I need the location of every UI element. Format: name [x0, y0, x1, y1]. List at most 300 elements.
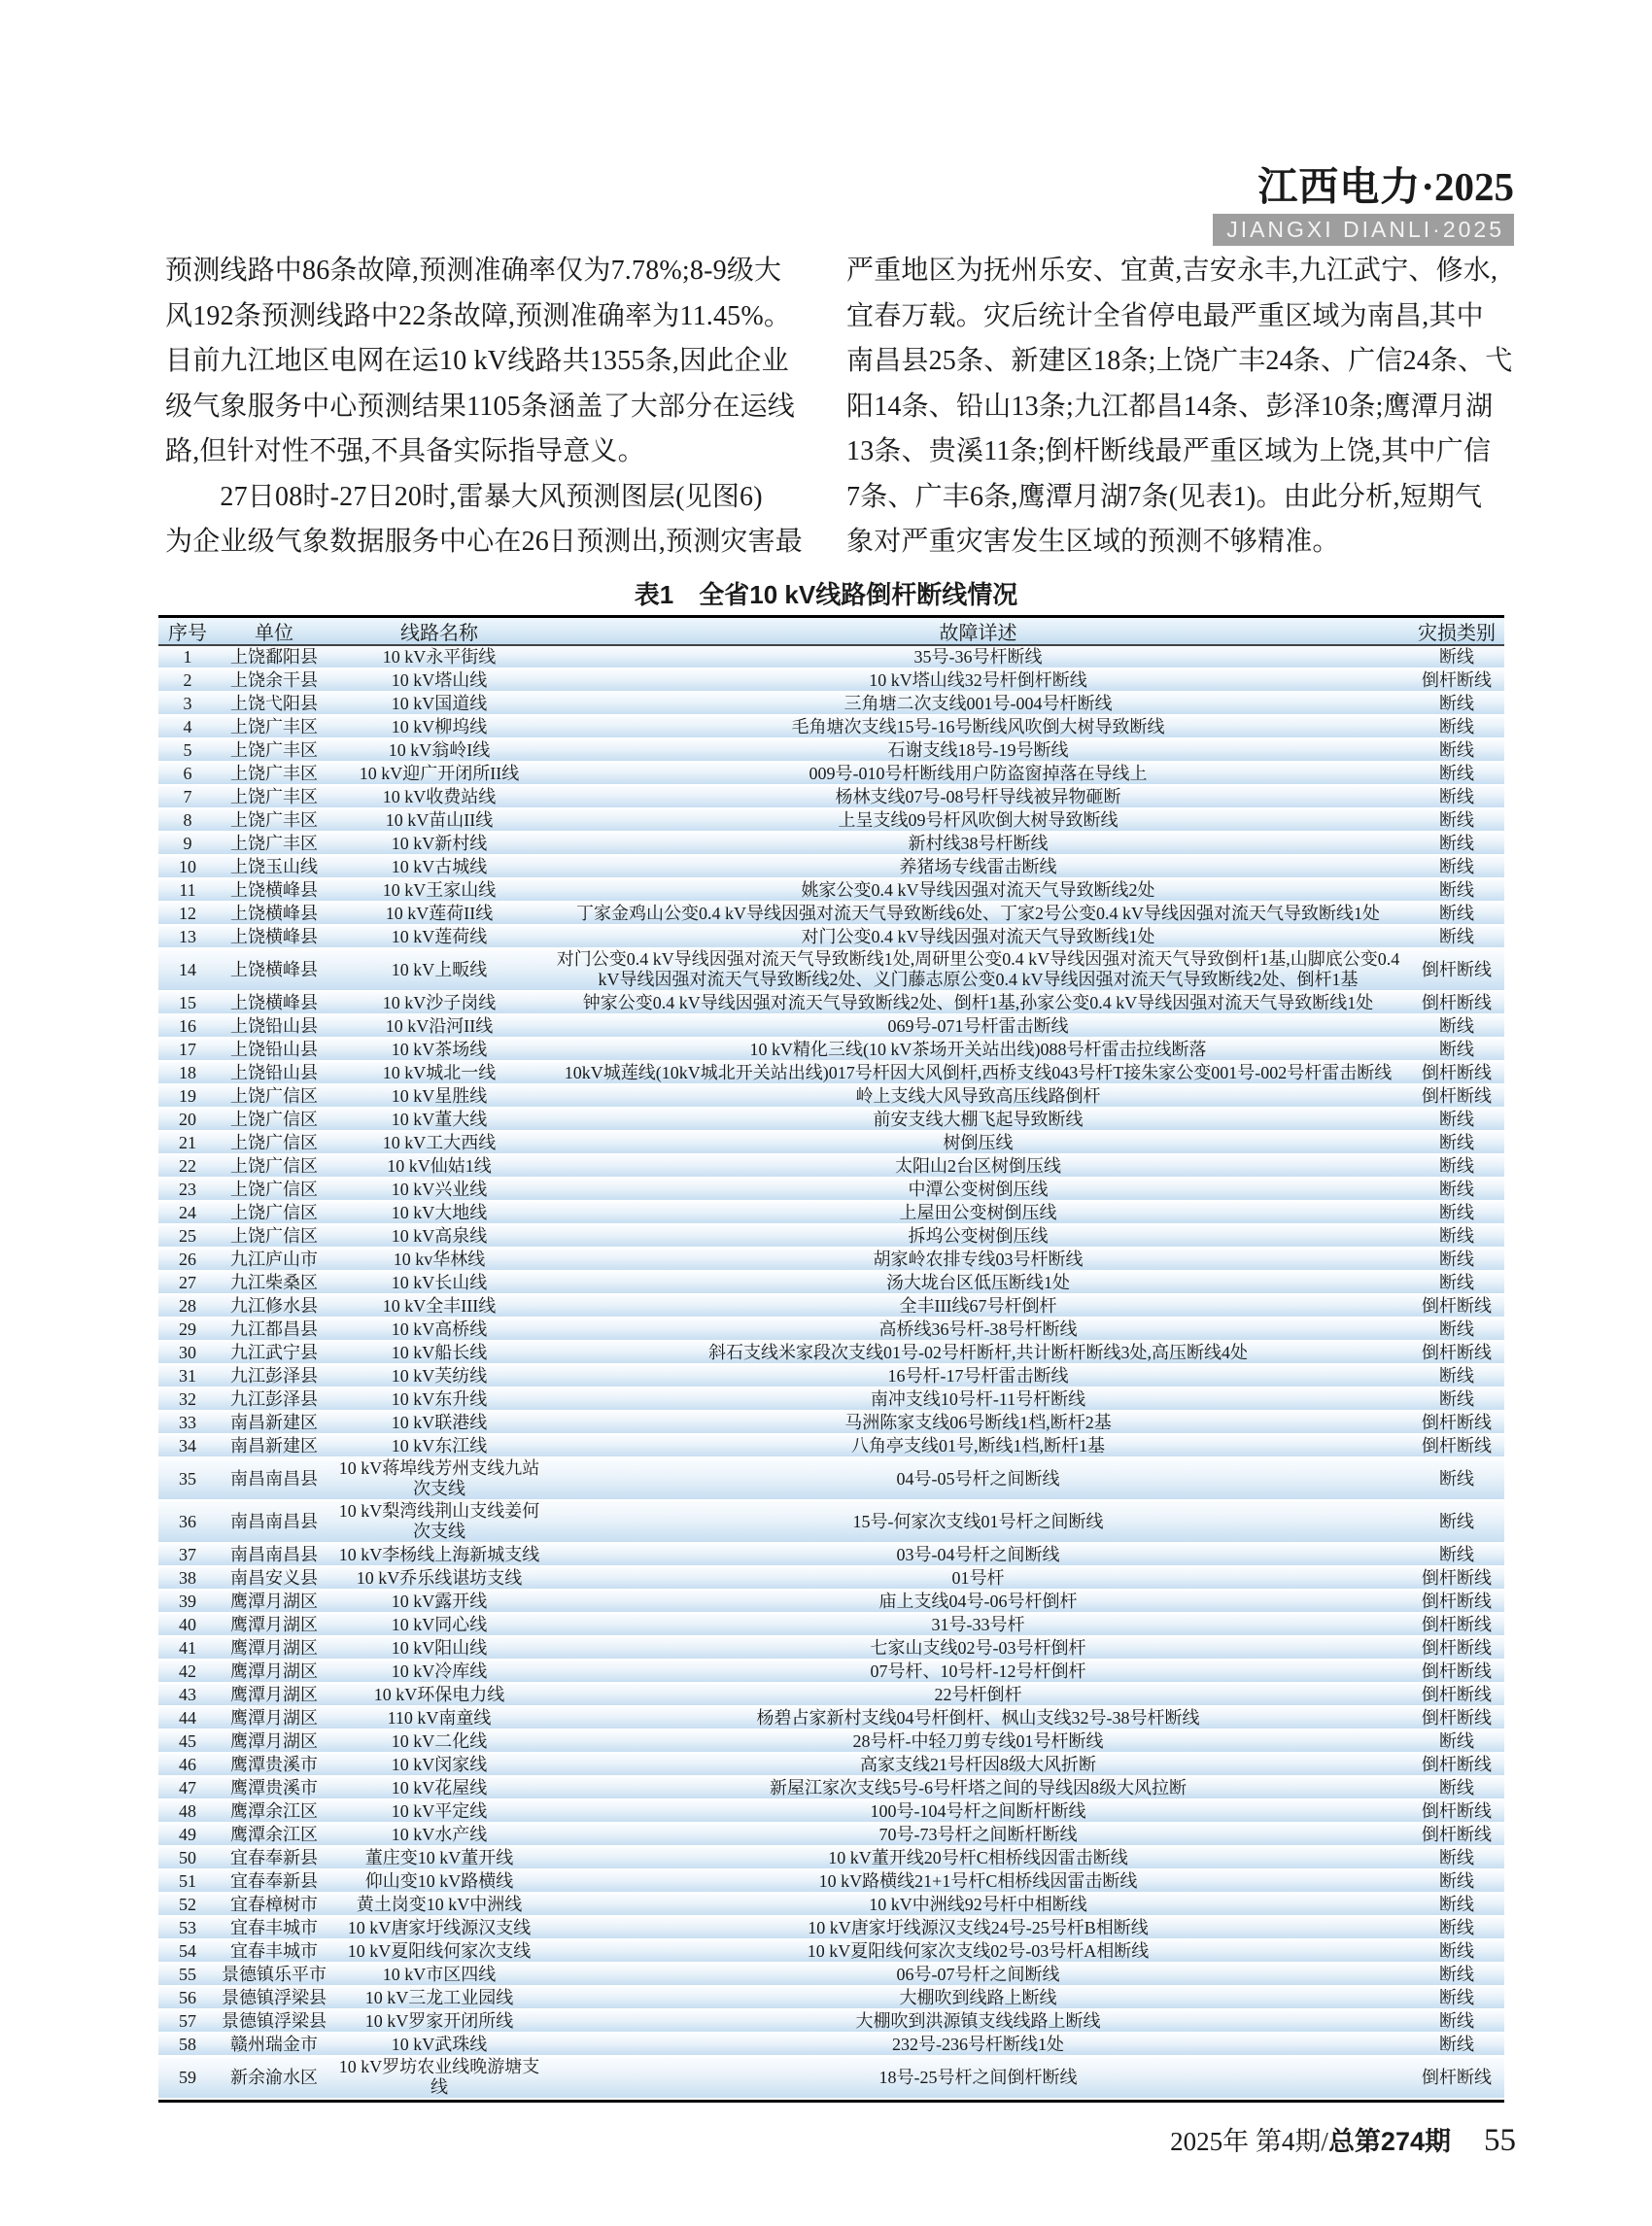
cell-unit: 上饶广信区 — [230, 1132, 318, 1152]
cell-damage-type: 断线 — [1439, 1917, 1474, 1937]
cell-seq: 58 — [179, 2034, 196, 2054]
cell-seq: 12 — [179, 903, 196, 923]
body-text-line-right-3: 南昌县25条、新建区18条;上饶广丰24条、广信24条、弋 — [846, 346, 1513, 376]
cell-damage-type: 倒杆断线 — [1422, 1754, 1492, 1774]
body-text-line-right-7: 象对严重灾害发生区域的预测不够精准。 — [846, 527, 1340, 557]
cell-damage-type: 断线 — [1439, 856, 1474, 876]
cell-seq: 8 — [183, 809, 192, 830]
journal-subtitle-bar: JIANGXI DIANLI·2025 — [1213, 214, 1514, 246]
table-body — [158, 646, 1504, 2100]
cell-unit: 上饶横峰县 — [230, 926, 318, 946]
cell-seq: 43 — [179, 1684, 196, 1704]
cell-unit: 九江柴桑区 — [230, 1272, 318, 1292]
col-header-damage-type: 灾损类别 — [1418, 623, 1496, 644]
cell-fault-detail: 丁家金鸡山公变0.4 kV导线因强对流天气导致断线6处、丁家2号公变0.4 kV导线因强对流天气导致断线1处 — [576, 903, 1380, 923]
table-row — [158, 716, 1504, 739]
cell-damage-type: 倒杆断线 — [1422, 1085, 1492, 1106]
page-footer — [1170, 2120, 1516, 2159]
cell-fault-detail: 太阳山2台区树倒压线 — [895, 1155, 1061, 1176]
table-row — [158, 2034, 1504, 2057]
cell-fault-detail: 杨林支线07号-08号杆导线被异物砸断 — [835, 786, 1121, 806]
cell-seq: 21 — [179, 1132, 196, 1152]
cell-damage-type: 断线 — [1439, 1511, 1474, 1531]
table-row — [158, 646, 1504, 669]
body-text-line-right-4: 阳14条、铅山13条;九江都昌14条、彭泽10条;鹰潭月湖 — [846, 391, 1494, 422]
table-row — [158, 1039, 1504, 1062]
cell-fault-detail: 10 kV董开线20号杆C相桥线因雷击断线 — [828, 1847, 1128, 1867]
cell-seq: 11 — [179, 879, 196, 900]
cell-fault-detail: 35号-36号杆断线 — [913, 646, 1043, 667]
cell-unit: 南昌南昌县 — [230, 1544, 318, 1564]
cell-fault-detail: 庙上支线04号-06号杆倒杆 — [878, 1591, 1078, 1611]
table-row — [158, 1637, 1504, 1661]
table-row — [158, 1917, 1504, 1940]
cell-fault-detail: 中潭公变树倒压线 — [908, 1179, 1049, 1199]
cell-fault-detail: 杨碧占家新村支线04号杆倒杆、枫山支线32号-38号杆断线 — [756, 1707, 1200, 1728]
cell-seq: 31 — [179, 1365, 196, 1386]
cell-line-name: 10 kV苗山II线 — [385, 809, 494, 830]
cell-line-name: 10 kV市区四线 — [382, 1964, 497, 1984]
cell-fault-detail: 汤大垅台区低压断线1处 — [886, 1272, 1070, 1292]
body-text-line-left-6: 27日08时-27日20时,雷暴大风预测图层(见图6) — [165, 481, 763, 512]
table-row — [158, 1109, 1504, 1132]
cell-line-name: 10 kV翁岭I线 — [388, 739, 491, 760]
cell-seq: 37 — [179, 1544, 196, 1564]
cell-seq: 51 — [179, 1870, 196, 1891]
body-text-line-right-6: 7条、广丰6条,鹰潭月湖7条(见表1)。由此分析,短期气 — [846, 481, 1483, 512]
table-row — [158, 1015, 1504, 1039]
table-row — [158, 856, 1504, 879]
cell-damage-type: 断线 — [1439, 693, 1474, 713]
cell-line-name: 10 kV城北一线 — [382, 1062, 497, 1082]
cell-seq: 16 — [179, 1015, 196, 1036]
cell-seq: 56 — [179, 1987, 196, 2007]
cell-damage-type: 倒杆断线 — [1422, 1661, 1492, 1681]
cell-seq: 33 — [179, 1412, 196, 1432]
cell-unit: 上饶铅山县 — [230, 1015, 318, 1036]
table-row — [158, 1614, 1504, 1637]
cell-seq: 9 — [183, 833, 192, 853]
cell-unit: 上饶横峰县 — [230, 879, 318, 900]
cell-damage-type: 倒杆断线 — [1422, 1412, 1492, 1432]
cell-line-name: 10 kV联港线 — [391, 1412, 488, 1432]
cell-line-name: 10 kV长山线 — [391, 1272, 488, 1292]
table-row — [158, 1661, 1504, 1684]
body-text-line-right-5: 13条、贵溪11条;倒杆断线最严重区域为上饶,其中广信 — [846, 436, 1492, 466]
cell-fault-detail: 钟家公变0.4 kV导线因强对流天气导致断线2处、倒杆1基,孙家公变0.4 kV导线因强对流天气导致断线1处 — [582, 992, 1374, 1012]
cell-seq: 6 — [183, 763, 192, 783]
cell-seq: 18 — [179, 1062, 196, 1082]
cell-fault-detail: 对门公变0.4 kV导线因强对流天气导致断线1处,周研里公变0.4 kV导线因强对流天气导致倒杆1基,山脚底公变0.4 kV导线因强对流天气导致断线2处、义门藤志原公变0.4 kV导线因强对流天气导致断线2处、倒杆1基 — [556, 949, 1400, 989]
cell-fault-detail: 对门公变0.4 kV导线因强对流天气导致断线1处 — [801, 926, 1155, 946]
table-row — [158, 1365, 1504, 1388]
cell-fault-detail: 八角亭支线01号,断线1档,断杆1基 — [851, 1435, 1105, 1455]
cell-fault-detail: 斜石支线米家段次支线01号-02号杆断杆,共计断杆断线3处,高压断线4处 — [708, 1342, 1248, 1362]
body-columns — [165, 249, 1513, 565]
cell-line-name: 10 kV星胜线 — [391, 1085, 488, 1106]
table-row — [158, 1684, 1504, 1707]
cell-unit: 九江修水县 — [230, 1295, 318, 1316]
cell-line-name: 10 kV同心线 — [391, 1614, 488, 1634]
table-row — [158, 1295, 1504, 1318]
table-row — [158, 1567, 1504, 1591]
cell-seq: 34 — [179, 1435, 196, 1455]
cell-fault-detail: 10 kV路横线21+1号杆C相桥线因雷击断线 — [818, 1870, 1138, 1891]
cell-fault-detail: 大棚吹到洪源镇支线线路上断线 — [855, 2010, 1101, 2031]
table-row — [158, 992, 1504, 1015]
cell-damage-type: 断线 — [1439, 879, 1474, 900]
table-row — [158, 763, 1504, 786]
footer-issue: 2025年 第4期/ — [1170, 2127, 1328, 2156]
table-row — [158, 1272, 1504, 1295]
cell-unit: 南昌新建区 — [230, 1412, 318, 1432]
cell-damage-type: 倒杆断线 — [1422, 1824, 1492, 1844]
cell-seq: 28 — [179, 1295, 196, 1316]
cell-line-name: 10 kV沿河II线 — [385, 1015, 494, 1036]
cell-unit: 上饶横峰县 — [230, 903, 318, 923]
page-number: 55 — [1484, 2123, 1516, 2158]
cell-line-name: 10 kV夏阳线何家次支线 — [347, 1940, 532, 1961]
table-row — [158, 1085, 1504, 1109]
cell-damage-type: 断线 — [1439, 2010, 1474, 2031]
cell-unit: 上饶横峰县 — [230, 992, 318, 1012]
cell-fault-detail: 22号杆倒杆 — [934, 1684, 1022, 1704]
cell-seq: 2 — [183, 669, 192, 690]
body-text-line-right-1: 严重地区为抚州乐安、宜黄,吉安永丰,九江武宁、修水, — [846, 256, 1498, 286]
cell-seq: 27 — [179, 1272, 196, 1292]
cell-fault-detail: 28号杆-中轻刀剪专线01号杆断线 — [852, 1730, 1104, 1751]
table-row — [158, 1777, 1504, 1800]
cell-fault-detail: 10 kV唐家圩线源汉支线24号-25号杆B相断线 — [808, 1917, 1149, 1937]
cell-line-name: 10 kV兴业线 — [391, 1179, 488, 1199]
cell-seq: 53 — [179, 1917, 196, 1937]
cell-damage-type: 倒杆断线 — [1422, 992, 1492, 1012]
cell-damage-type: 倒杆断线 — [1422, 2067, 1492, 2087]
cell-line-name: 10 kV东升线 — [391, 1388, 488, 1409]
table-row — [158, 1412, 1504, 1435]
cell-damage-type: 断线 — [1439, 1132, 1474, 1152]
cell-line-name: 110 kV南童线 — [387, 1707, 492, 1728]
cell-seq: 19 — [179, 1085, 196, 1106]
cell-fault-detail: 70号-73号杆之间断杆断线 — [878, 1824, 1078, 1844]
table-row — [158, 1435, 1504, 1458]
table-row — [158, 1342, 1504, 1365]
cell-unit: 上饶广信区 — [230, 1109, 318, 1129]
cell-damage-type: 断线 — [1439, 739, 1474, 760]
body-text-line-left-7: 为企业级气象数据服务中心在26日预测出,预测灾害最 — [165, 527, 804, 557]
cell-unit: 上饶玉山线 — [230, 856, 318, 876]
cell-fault-detail: 10kV城莲线(10kV城北开关站出线)017号杆因大风倒杆,西桥支线043号杆T接朱家公变001号-002号杆雷击断线 — [564, 1062, 1393, 1082]
cell-seq: 49 — [179, 1824, 196, 1844]
table-row — [158, 2057, 1504, 2100]
cell-unit: 鹰潭月湖区 — [230, 1707, 318, 1728]
table-row — [158, 809, 1504, 833]
cell-seq: 57 — [179, 2010, 196, 2031]
body-column-left — [165, 249, 827, 565]
col-header-unit: 单位 — [255, 623, 293, 644]
cell-seq: 7 — [183, 786, 192, 806]
cell-seq: 50 — [179, 1847, 196, 1867]
table-row — [158, 1501, 1504, 1544]
cell-seq: 41 — [179, 1637, 196, 1658]
cell-line-name: 10 kV罗坊农业线晚游塘支线 — [338, 2057, 540, 2097]
cell-damage-type: 倒杆断线 — [1422, 1435, 1492, 1455]
cell-fault-detail: 高桥线36号杆-38号杆断线 — [878, 1318, 1078, 1339]
cell-damage-type: 断线 — [1439, 926, 1474, 946]
cell-seq: 44 — [179, 1707, 196, 1728]
cell-seq: 35 — [179, 1468, 196, 1489]
cell-fault-detail: 10 kV精化三线(10 kV茶场开关站出线)088号杆雷击拉线断落 — [749, 1039, 1207, 1059]
cell-unit: 九江彭泽县 — [230, 1388, 318, 1409]
cell-seq: 42 — [179, 1661, 196, 1681]
cell-line-name: 10 kV高泉线 — [391, 1225, 488, 1246]
table-row — [158, 1225, 1504, 1249]
cell-damage-type: 断线 — [1439, 1777, 1474, 1798]
cell-fault-detail: 100号-104号杆之间断杆断线 — [870, 1800, 1086, 1821]
cell-fault-detail: 养猪场专线雷击断线 — [899, 856, 1057, 876]
cell-unit: 九江都昌县 — [230, 1318, 318, 1339]
table-row — [158, 1249, 1504, 1272]
cell-damage-type: 倒杆断线 — [1422, 1614, 1492, 1634]
table-row — [158, 1870, 1504, 1894]
cell-unit: 上饶铅山县 — [230, 1062, 318, 1082]
cell-unit: 上饶广丰区 — [230, 786, 318, 806]
table-row — [158, 1062, 1504, 1085]
table-row — [158, 926, 1504, 949]
cell-unit: 上饶广丰区 — [230, 833, 318, 853]
cell-damage-type: 断线 — [1439, 1272, 1474, 1292]
cell-line-name: 10 kV仙姑1线 — [387, 1155, 492, 1176]
cell-fault-detail: 上呈支线09号杆风吹倒大树导致断线 — [838, 809, 1119, 830]
cell-fault-detail: 10 kV夏阳线何家次支线02号-03号杆A相断线 — [807, 1940, 1150, 1961]
table-title: 表1 全省10 kV线路倒杆断线情况 — [634, 580, 1018, 609]
cell-fault-detail: 树倒压线 — [943, 1132, 1014, 1152]
cell-line-name: 10 kV东江线 — [391, 1435, 488, 1455]
cell-damage-type: 倒杆断线 — [1422, 1062, 1492, 1082]
cell-line-name: 10 kV平定线 — [391, 1800, 488, 1821]
cell-damage-type: 断线 — [1439, 1544, 1474, 1564]
cell-damage-type: 倒杆断线 — [1422, 1707, 1492, 1728]
cell-damage-type: 断线 — [1439, 1730, 1474, 1751]
journal-title — [1213, 163, 1514, 210]
cell-damage-type: 断线 — [1439, 809, 1474, 830]
table-row — [158, 1179, 1504, 1202]
table-row — [158, 669, 1504, 693]
table-row — [158, 1940, 1504, 1964]
cell-damage-type: 断线 — [1439, 1179, 1474, 1199]
cell-damage-type: 倒杆断线 — [1422, 1637, 1492, 1658]
cell-fault-detail: 16号杆-17号杆雷击断线 — [887, 1365, 1069, 1386]
cell-seq: 38 — [179, 1567, 196, 1588]
cell-damage-type: 断线 — [1439, 1870, 1474, 1891]
body-text-line-left-1: 预测线路中86条故障,预测准确率仅为7.78%;8-9级大 — [165, 256, 782, 286]
cell-damage-type: 倒杆断线 — [1422, 1342, 1492, 1362]
cell-seq: 1 — [183, 646, 192, 667]
cell-fault-detail: 新屋江家次支线5号-6号杆塔之间的导线因8级大风拉断 — [770, 1777, 1187, 1798]
cell-unit: 宜春奉新县 — [230, 1870, 318, 1891]
cell-unit: 上饶横峰县 — [230, 959, 318, 979]
table-row — [158, 693, 1504, 716]
cell-fault-detail: 新村线38号杆断线 — [908, 833, 1049, 853]
cell-damage-type: 倒杆断线 — [1422, 1684, 1492, 1704]
cell-line-name: 10 kV茶场线 — [391, 1039, 488, 1059]
cell-seq: 55 — [179, 1964, 196, 1984]
cell-damage-type: 断线 — [1439, 1155, 1474, 1176]
cell-line-name: 10 kV高桥线 — [391, 1318, 488, 1339]
cell-unit: 鹰潭贵溪市 — [230, 1754, 318, 1774]
cell-line-name: 10 kV罗家开闭所线 — [364, 2010, 514, 2031]
cell-seq: 40 — [179, 1614, 196, 1634]
cell-fault-detail: 04号-05号杆之间断线 — [896, 1468, 1060, 1489]
table-row — [158, 2010, 1504, 2034]
cell-fault-detail: 15号-何家次支线01号杆之间断线 — [852, 1511, 1104, 1531]
cell-seq: 52 — [179, 1894, 196, 1914]
cell-seq: 15 — [179, 992, 196, 1012]
cell-seq: 4 — [183, 716, 192, 736]
cell-unit: 九江彭泽县 — [230, 1365, 318, 1386]
cell-fault-detail: 毛角塘次支线15号-16号断线风吹倒大树导致断线 — [791, 716, 1165, 736]
cell-unit: 鹰潭余江区 — [230, 1800, 318, 1821]
cell-damage-type: 断线 — [1439, 1987, 1474, 2007]
cell-damage-type: 断线 — [1439, 1388, 1474, 1409]
cell-unit: 上饶广丰区 — [230, 763, 318, 783]
cell-line-name: 10 kV董大线 — [391, 1109, 488, 1129]
cell-unit: 景德镇浮梁县 — [222, 2010, 327, 2031]
cell-fault-detail: 03号-04号杆之间断线 — [896, 1544, 1060, 1564]
cell-unit: 鹰潭余江区 — [230, 1824, 318, 1844]
cell-fault-detail: 31号-33号杆 — [931, 1614, 1025, 1634]
cell-line-name: 10 kV露开线 — [391, 1591, 488, 1611]
cell-unit: 南昌安义县 — [230, 1567, 318, 1588]
cell-unit: 鹰潭月湖区 — [230, 1730, 318, 1751]
cell-fault-detail: 石谢支线18号-19号断线 — [887, 739, 1069, 760]
cell-line-name: 10 kV王家山线 — [382, 879, 497, 900]
cell-seq: 20 — [179, 1109, 196, 1129]
cell-line-name: 10 kV沙子岗线 — [382, 992, 497, 1012]
cell-line-name: 10 kV李杨线上海新城支线 — [338, 1544, 540, 1564]
cell-unit: 上饶广信区 — [230, 1179, 318, 1199]
cell-unit: 上饶广丰区 — [230, 809, 318, 830]
cell-line-name: 10 kV三龙工业园线 — [364, 1987, 514, 2007]
cell-line-name: 董庄变10 kV董开线 — [364, 1847, 514, 1867]
cell-seq: 36 — [179, 1511, 196, 1531]
table-header-row — [158, 618, 1504, 646]
cell-line-name: 10 kV蒋埠线芳州支线九站次支线 — [338, 1458, 540, 1498]
table-row — [158, 949, 1504, 992]
cell-damage-type: 倒杆断线 — [1422, 1591, 1492, 1611]
cell-unit: 鹰潭贵溪市 — [230, 1777, 318, 1798]
cell-seq: 32 — [179, 1388, 196, 1409]
table-row — [158, 1847, 1504, 1870]
body-text-line-left-3: 目前九江地区电网在运10 kV线路共1355条,因此企业 — [165, 346, 789, 376]
cell-unit: 上饶铅山县 — [230, 1039, 318, 1059]
table-row — [158, 903, 1504, 926]
cell-line-name: 10 kV芙纺线 — [391, 1365, 488, 1386]
body-text-line-left-5: 路,但针对性不强,不具备实际指导意义。 — [165, 436, 645, 466]
cell-seq: 5 — [183, 739, 192, 760]
table-row — [158, 1824, 1504, 1847]
cell-fault-detail: 七家山支线02号-03号杆倒杆 — [870, 1637, 1086, 1658]
cell-unit: 九江武宁县 — [230, 1342, 318, 1362]
cell-line-name: 10 kV武珠线 — [391, 2034, 488, 2054]
cell-damage-type: 断线 — [1439, 1468, 1474, 1489]
cell-line-name: 10 kV莲荷II线 — [385, 903, 494, 923]
cell-damage-type: 断线 — [1439, 833, 1474, 853]
cell-fault-detail: 06号-07号杆之间断线 — [896, 1964, 1060, 1984]
cell-unit: 宜春丰城市 — [230, 1917, 318, 1937]
cell-unit: 上饶广丰区 — [230, 739, 318, 760]
journal-masthead — [1213, 163, 1514, 246]
cell-damage-type: 断线 — [1439, 1365, 1474, 1386]
cell-fault-detail: 18号-25号杆之间倒杆断线 — [878, 2067, 1078, 2087]
table-row — [158, 833, 1504, 856]
cell-seq: 14 — [179, 959, 196, 979]
cell-seq: 25 — [179, 1225, 196, 1246]
cell-damage-type: 断线 — [1439, 1225, 1474, 1246]
cell-fault-detail: 三角塘二次支线001号-004号杆断线 — [843, 693, 1113, 713]
cell-unit: 新余渝水区 — [230, 2067, 318, 2087]
cell-line-name: 10 kV花屋线 — [391, 1777, 488, 1798]
cell-line-name: 10 kV国道线 — [391, 693, 488, 713]
cell-seq: 23 — [179, 1179, 196, 1199]
cell-unit: 赣州瑞金市 — [230, 2034, 318, 2054]
cell-line-name: 10 kV全丰III线 — [382, 1295, 497, 1316]
cell-unit: 上饶弋阳县 — [230, 693, 318, 713]
cell-fault-detail: 大棚吹到线路上断线 — [899, 1987, 1057, 2007]
cell-unit: 南昌新建区 — [230, 1435, 318, 1455]
cell-unit: 鹰潭月湖区 — [230, 1614, 318, 1634]
cell-damage-type: 断线 — [1439, 1847, 1474, 1867]
cell-damage-type: 断线 — [1439, 1109, 1474, 1129]
cell-line-name: 10 kV上畈线 — [391, 959, 488, 979]
cell-line-name: 10 kV二化线 — [391, 1730, 488, 1751]
cell-damage-type: 倒杆断线 — [1422, 669, 1492, 690]
cell-line-name: 10 kV塔山线 — [391, 669, 488, 690]
cell-line-name: 仰山变10 kV路横线 — [364, 1870, 514, 1891]
cell-line-name: 10 kV莲荷线 — [391, 926, 488, 946]
cell-seq: 10 — [179, 856, 196, 876]
cell-line-name: 10 kV工大西线 — [382, 1132, 497, 1152]
table-row — [158, 1987, 1504, 2010]
cell-unit: 上饶鄱阳县 — [230, 646, 318, 667]
cell-unit: 上饶广信区 — [230, 1085, 318, 1106]
cell-damage-type: 断线 — [1439, 1964, 1474, 1984]
body-text-line-right-2: 宜春万载。灾后统计全省停电最严重区域为南昌,其中 — [846, 300, 1484, 331]
table-row — [158, 1707, 1504, 1730]
cell-unit: 宜春樟树市 — [230, 1894, 318, 1914]
cell-seq: 39 — [179, 1591, 196, 1611]
cell-fault-detail: 上屋田公变树倒压线 — [899, 1202, 1057, 1222]
col-header-seq: 序号 — [168, 623, 207, 644]
cell-fault-detail: 马洲陈家支线06号断线1档,断杆2基 — [844, 1412, 1112, 1432]
cell-seq: 59 — [179, 2067, 196, 2087]
cell-unit: 宜春丰城市 — [230, 1940, 318, 1961]
cell-unit: 南昌南昌县 — [230, 1511, 318, 1531]
cell-unit: 景德镇浮梁县 — [222, 1987, 327, 2007]
cell-damage-type: 断线 — [1439, 786, 1474, 806]
cell-seq: 30 — [179, 1342, 196, 1362]
cell-seq: 26 — [179, 1249, 196, 1269]
fault-table — [158, 615, 1504, 2103]
table-row — [158, 1202, 1504, 1225]
table-row — [158, 1894, 1504, 1917]
cell-damage-type: 断线 — [1439, 716, 1474, 736]
cell-fault-detail: 高家支线21号杆因8级大风折断 — [860, 1754, 1096, 1774]
cell-unit: 鹰潭月湖区 — [230, 1684, 318, 1704]
cell-damage-type: 断线 — [1439, 903, 1474, 923]
footer-issue-total: 总第274期 — [1327, 2127, 1451, 2156]
journal-title-year: ·2025 — [1421, 164, 1514, 209]
